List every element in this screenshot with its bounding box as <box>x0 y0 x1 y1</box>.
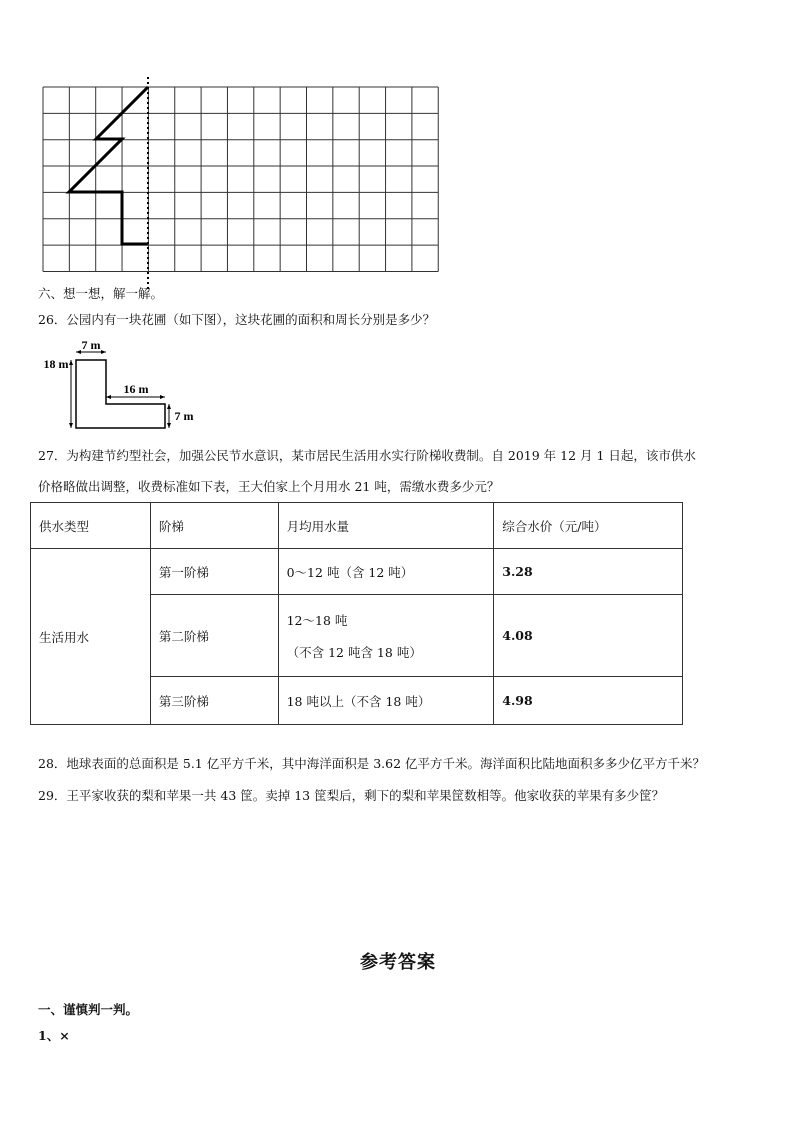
question-28: 28．地球表面的总面积是 5.1 亿平方千米，其中海洋面积是 3.62 亿平方千米。海洋面积比陆地面积多多少亿平方千米？ <box>38 756 706 771</box>
cell-price: 4.98 <box>494 677 683 725</box>
section-6-heading: 六、想一想，解一解。 <box>38 286 164 301</box>
cell-tier: 第三阶梯 <box>150 677 278 725</box>
header-unit-price: 综合水价（元/吨） <box>494 503 683 549</box>
cell-usage-range: 12～18 吨 <box>286 612 348 628</box>
question-27-line-2: 价格略做出调整，收费标准如下表，王大伯家上个月用水 21 吨，需缴水费多少元？ <box>38 479 500 494</box>
l-shape <box>76 360 165 428</box>
table-row <box>31 549 683 595</box>
label-inner-length: 16 m <box>123 382 149 396</box>
grid-lines <box>43 87 438 271</box>
cell-tier: 第一阶梯 <box>150 549 278 595</box>
header-monthly-usage: 月均用水量 <box>278 503 494 549</box>
answers-title: 参考答案 <box>360 952 436 973</box>
flowerbed-figure <box>38 338 208 433</box>
question-27-line-1: 27．为构建节约型社会，加强公民节水意识，某市居民生活用水实行阶梯收费制。自 2019 年 12 月 1 日起，该市供水 <box>38 448 696 463</box>
label-left-height: 18 m <box>43 357 69 371</box>
cell-price: 3.28 <box>494 549 683 595</box>
cell-supply-type: 生活用水 <box>31 549 151 725</box>
water-price-table <box>30 502 683 725</box>
header-tier: 阶梯 <box>150 503 278 549</box>
table-header-row <box>31 503 683 549</box>
half-figure <box>69 87 148 244</box>
answers-section-1: 一、谨慎判一判。 <box>38 1002 139 1017</box>
label-top-width: 7 m <box>81 338 101 352</box>
grid-figure <box>30 72 450 292</box>
label-right-height: 7 m <box>174 409 194 423</box>
answer-1: 1、× <box>38 1028 70 1043</box>
cell-usage <box>278 595 494 677</box>
cell-tier: 第二阶梯 <box>150 595 278 677</box>
question-29: 29．王平家收获的梨和苹果一共 43 筐。卖掉 13 筐梨后，剩下的梨和苹果筐数相等。他家收获的苹果有多少筐？ <box>38 788 665 803</box>
question-26: 26．公园内有一块花圃（如下图），这块花圃的面积和周长分别是多少？ <box>38 312 436 327</box>
cell-usage-note: （不含 12 吨含 18 吨） <box>286 644 422 660</box>
cell-usage: 18 吨以上（不含 18 吨） <box>278 677 494 725</box>
header-supply-type: 供水类型 <box>31 503 151 549</box>
cell-usage: 0～12 吨（含 12 吨） <box>278 549 494 595</box>
cell-price: 4.08 <box>494 595 683 677</box>
